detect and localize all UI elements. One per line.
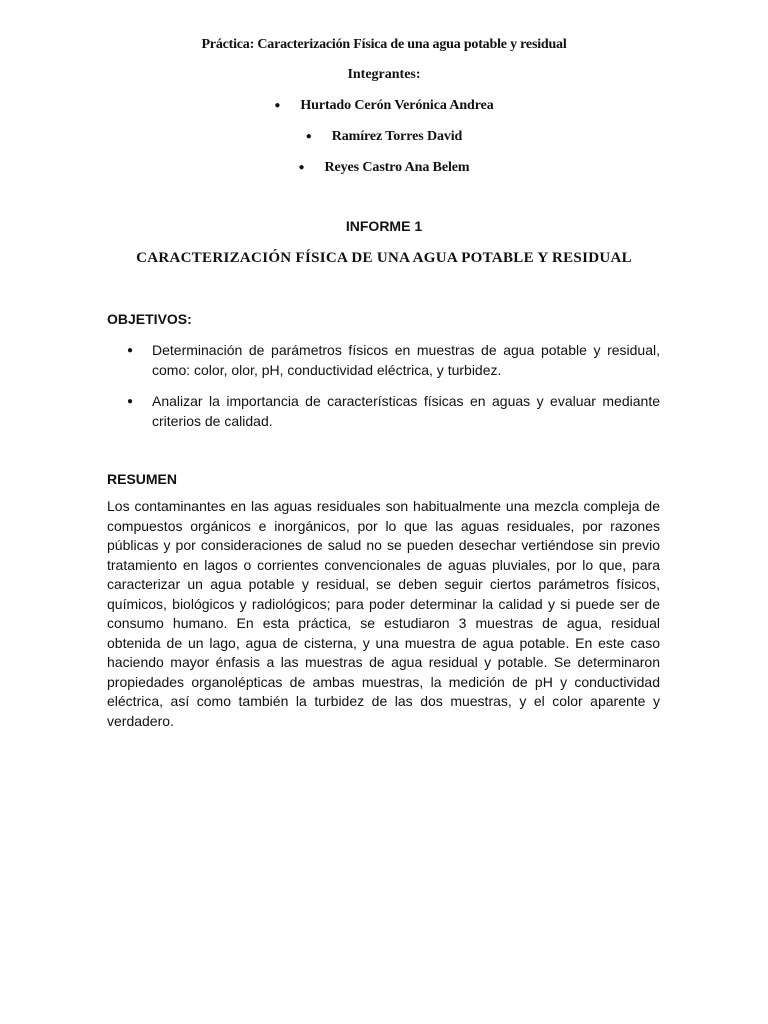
summary-heading: RESUMEN bbox=[107, 471, 178, 487]
objectives-heading: OBJETIVOS: bbox=[107, 311, 192, 327]
member-item bbox=[0, 129, 768, 145]
member-name: Hurtado Cerón Verónica Andrea bbox=[300, 98, 494, 113]
objective-text: Analizar la importancia de características físicas en aguas y evaluar mediante criterios de calidad. bbox=[152, 393, 660, 429]
bullet-icon: ● bbox=[298, 162, 305, 173]
summary-paragraph: Los contaminantes en las aguas residuales son habitualmente una mezcla compleja de compuestos orgánicos e inorgánicos, por lo que las aguas residuales, por razones públicas y por consideraciones de salud no se pueden desechar vertiéndose sin previo tratamiento en lagos o corrientes convencionales de aguas pluviales, por lo que, para caracterizar un agua potable y residual, se deben seguir ciertos parámetros físicos, químicos, biológicos y radiológicos; para poder determinar la calidad y si puede ser de consumo humano. En esta práctica, se estudiaron 3 muestras de agua, residual obtenida de un lago, agua de cisterna, y una muestra de agua potable. En este caso haciendo mayor énfasis a las muestras de agua residual y potable. Se determinaron propiedades organolépticas de ambas muestras, la medición de pH y conductividad eléctrica, así como también la turbidez de las dos muestras, y el color aparente y verdadero. bbox=[107, 498, 660, 729]
members-label: Integrantes: bbox=[347, 67, 421, 82]
objective-text: Determinación de parámetros físicos en muestras de agua potable y residual, como: color, olor, pH, conductividad eléctrica, y turbidez. bbox=[152, 342, 660, 378]
bullet-icon: ● bbox=[127, 345, 134, 356]
report-title: CARACTERIZACIÓN FÍSICA DE UNA AGUA POTABLE Y RESIDUAL bbox=[136, 250, 632, 266]
member-item bbox=[0, 160, 768, 176]
report-label: INFORME 1 bbox=[345, 218, 423, 234]
member-item bbox=[0, 98, 768, 114]
bullet-icon: ● bbox=[305, 131, 312, 142]
member-name: Reyes Castro Ana Belem bbox=[324, 160, 470, 175]
member-name: Ramírez Torres David bbox=[331, 129, 463, 144]
bullet-icon: ● bbox=[127, 396, 134, 407]
bullet-icon: ● bbox=[274, 100, 281, 111]
practice-title: Práctica: Caracterización Física de una agua potable y residual bbox=[201, 37, 567, 52]
